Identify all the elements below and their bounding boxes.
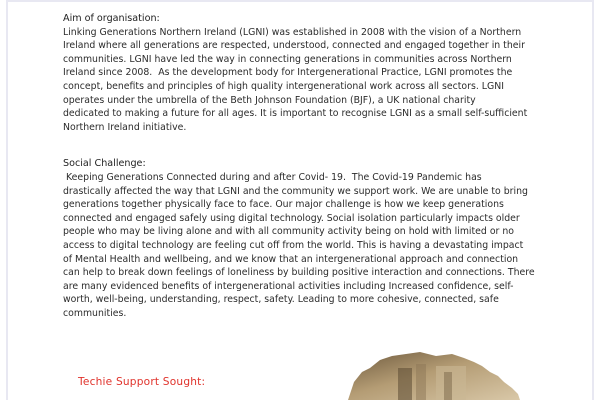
support-heading: Techie Support Sought: [78, 376, 206, 388]
aim-heading: Aim of organisation: [63, 13, 160, 24]
page-frame-top [6, 0, 594, 2]
document-body [63, 12, 553, 320]
section-spacer [63, 134, 553, 157]
page-frame-left [6, 0, 8, 400]
aim-section [63, 12, 553, 134]
aim-paragraph: Linking Generations Northern Ireland (LGNI) was established in 2008 with the vision of a Northern Ireland where all generations are respected, understood, connected and engaged together in their communities. LGNI have led the way in connecting generations in communities across Northern Ireland since 2008. As the development body for Intergenerational Practice, LGNI promotes the concept, benefits and principles of high quality intergenerational work across all sectors. LGNI operates under the umbrella of the Beth Johnson Foundation (BJF), a UK national charity dedicated to making a future for all ages. It is important to recognise LGNI as a small self-sufficient Northern Ireland initiative. [63, 26, 528, 133]
challenge-paragraph: Keeping Generations Connected during and after Covid- 19. The Covid-19 Pandemic has drastically affected the way that LGNI and the community we support work. We are unable to bring generations together physically face to face. Our major challenge is how we keep generations connected and engaged safely using digital technology. Social isolation particularly impacts older people who may be living alone and with all community activity being on hold with limited or no access to digital technology are feeling cut off from the world. This is having a devastating impact of Mental Health and wellbeing, and we know that an intergenerational approach and connection can help to break down feelings of loneliness by building positive interaction and connections. There are many evidenced benefits of intergenerational activities including Increased confidence, self- worth, well-being, understanding, respect, safety. Leading to more cohesive, connected, safe communities. [63, 171, 535, 319]
challenge-heading: Social Challenge: [63, 158, 146, 170]
cropped-photo [340, 342, 520, 400]
challenge-section [63, 157, 553, 320]
page-frame-right [592, 0, 594, 400]
